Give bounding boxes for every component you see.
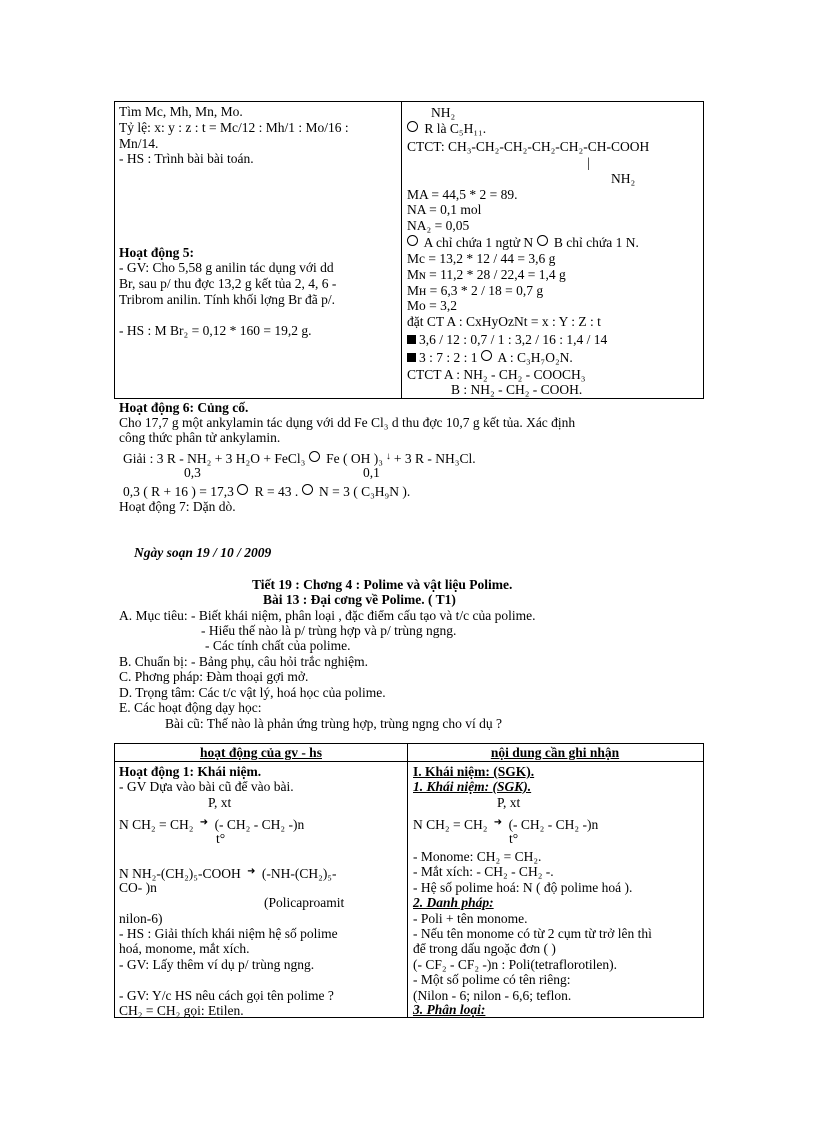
t1-left-line: Mn/14. <box>119 136 159 151</box>
table-bottom-header-rule <box>114 761 703 762</box>
bullet-square-icon <box>407 335 416 344</box>
mid-line: Hoạt động 7: Dặn dò. <box>119 499 236 514</box>
objectives-line: - Các tính chất của polime. <box>205 638 351 653</box>
implies-icon <box>481 350 492 361</box>
objectives-line: A. Mục tiêu: - Biết khái niệm, phân loại , đặc điểm cấu tạo và t/c của polime. <box>119 608 536 623</box>
mid-line: 0,3 <box>184 465 201 480</box>
mid-line: 0,3 ( R + 16 ) = 17,3 R = 43 . N = 3 ( C₃H₉N ). <box>123 484 411 499</box>
implies-icon <box>309 451 320 462</box>
t2-left-line: N NH₂-(CH₂)₅-COOH ➜ (-NH-(CH₂)₅- <box>119 866 337 881</box>
t2-right-line: P, xt <box>497 795 521 810</box>
t2-right-line: - Nếu tên monome có từ 2 cụm từ trở lên thì <box>413 926 652 941</box>
t2-right-line: - Mắt xích: - CH₂ - CH₂ -. <box>413 864 554 879</box>
t1-right-line: NH₂ <box>611 171 636 186</box>
t2-left-line: CO- )n <box>119 880 157 895</box>
subsection-1-heading: 1. Khái niệm: (SGK). <box>413 779 532 794</box>
subsection-3-heading: 3. Phân loại: <box>413 1002 486 1017</box>
t2-left-line: - HS : Giải thích khái niệm hệ số polime <box>119 926 338 941</box>
section-1-heading: I. Khái niệm: (SGK). <box>413 764 535 779</box>
t1-right-line: NH₂ <box>431 105 456 120</box>
implies-icon <box>407 235 418 246</box>
t2-left-line: - GV Dựa vào bài cũ để vào bài. <box>119 779 294 794</box>
t2-right-line: - Poli + tên monome. <box>413 911 528 926</box>
t1-right-line: B : NH₂ - CH₂ - COOH. <box>451 382 583 397</box>
bullet-square-icon <box>407 353 416 362</box>
subsection-2-heading: 2. Danh pháp: <box>413 895 494 910</box>
reaction-arrow-icon: ➜ <box>247 866 256 877</box>
t1-left-line: Tribrom anilin. Tính khối lợng Br đã p/. <box>119 292 336 307</box>
activities-line: E. Các hoạt động dạy học: <box>119 700 262 715</box>
mid-line: 0,1 <box>363 465 380 480</box>
lesson-title: Tiết 19 : Chơng 4 : Polime và vật liệu Polime. <box>252 577 513 592</box>
t1-left-line: Tìm Mc, Mh, Mn, Mo. <box>119 104 243 119</box>
t2-left-line: hoá, monome, mắt xích. <box>119 941 250 956</box>
implies-icon <box>302 484 313 495</box>
t2-left-line: - GV: Y/c HS nêu cách gọi tên polime ? <box>119 988 334 1003</box>
date-line: Ngày soạn 19 / 10 / 2009 <box>134 545 272 560</box>
activity-5-heading: Hoạt động 5: <box>119 245 195 260</box>
t2-right-line: (- CF₂ - CF₂ -)n : Poli(tetraflorotilen). <box>413 957 618 972</box>
t1-right-line: CTCT: CH₃-CH₂-CH₂-CH₂-CH₂-CH-COOH <box>407 139 650 154</box>
precipitate-arrow-icon: ↓ <box>385 451 391 462</box>
t1-right-line: 3,6 / 12 : 0,7 / 1 : 3,2 / 16 : 1,4 / 14 <box>407 332 607 347</box>
reaction-arrow-icon: ➜ <box>199 817 209 828</box>
t1-right-line: CTCT A : NH₂ - CH₂ - COOCH₃ <box>407 367 586 382</box>
mid-line: Giải : 3 R - NH₂ + 3 H₂O + FeCl₃ Fe ( OH )₃ ↓ + 3 R - NH₃Cl. <box>123 451 476 466</box>
col-header-activity: hoạt động của gv - hs <box>200 745 322 760</box>
lesson-subtitle: Bài 13 : Đại cơng về Polime. ( T1) <box>263 592 456 607</box>
t1-left-line: Br, sau p/ thu đợc 13,2 g kết tủa 2, 4, 6 - <box>119 276 337 291</box>
t1-right-line: Mo = 3,2 <box>407 298 457 313</box>
mid-line: Cho 17,7 g một ankylamin tác dụng với dd Fe Cl₃ d thu đợc 10,7 g kết tủa. Xác định <box>119 415 576 430</box>
table-top-divider <box>401 101 402 398</box>
t1-right-line: Mʜ = 6,3 * 2 / 18 = 0,7 g <box>407 283 544 298</box>
t2-right-line: N CH₂ = CH₂ ➜ (- CH₂ - CH₂ -)n <box>413 817 599 832</box>
col-header-content: nội dung cần ghi nhận <box>490 745 620 760</box>
t1-right-line: A chỉ chứa 1 ngtử N B chỉ chứa 1 N. <box>407 235 639 250</box>
t2-right-line: - Một số polime có tên riêng: <box>413 972 571 987</box>
t2-left-line: CH₂ = CH₂ gọi: Etilen. <box>119 1003 244 1018</box>
t1-right-line: | <box>587 155 590 170</box>
t2-left-line: (Policaproamit <box>264 895 345 910</box>
mid-line: công thức phân tử ankylamin. <box>119 430 281 445</box>
implies-icon <box>407 121 418 132</box>
t1-right-line: NA = 0,1 mol <box>407 202 482 217</box>
implies-icon <box>237 484 248 495</box>
t1-right-line: NA₂ = 0,05 <box>407 218 470 233</box>
objectives-line: - Hiểu thế nào là p/ trùng hợp và p/ trùng ngng. <box>201 623 457 638</box>
implies-icon <box>537 235 548 246</box>
t2-left-line: P, xt <box>208 795 232 810</box>
focus-line: D. Trọng tâm: Các t/c vật lý, hoá học của polime. <box>119 685 386 700</box>
reaction-arrow-icon: ➜ <box>493 817 503 828</box>
old-lesson-line: Bài cũ: Thế nào là phản ứng trùng hợp, trùng ngng cho ví dụ ? <box>165 716 503 731</box>
table-bottom-divider <box>407 743 408 1017</box>
t1-right-line: R là C₅H₁₁. <box>407 121 486 136</box>
t1-left-line: - HS : Trình bài bài toán. <box>119 151 254 166</box>
t2-left-line: N CH₂ = CH₂ ➜ (- CH₂ - CH₂ -)n <box>119 817 305 832</box>
prep-line: B. Chuẩn bị: - Bảng phụ, câu hỏi trắc nghiệm. <box>119 654 368 669</box>
t1-right-line: đặt CT A : CxHyOzNt = x : Y : Z : t <box>407 314 601 329</box>
t2-left-line: t° <box>216 831 226 846</box>
activity-1-heading: Hoạt động 1: Khái niệm. <box>119 764 262 779</box>
t2-right-line: để trong dấu ngoặc đơn ( ) <box>413 941 556 956</box>
t1-right-line: Mɴ = 11,2 * 28 / 22,4 = 1,4 g <box>407 267 566 282</box>
activity-6-heading: Hoạt động 6: Củng cố. <box>119 400 249 415</box>
t2-right-line: (Nilon - 6; nilon - 6,6; teflon. <box>413 988 572 1003</box>
t1-right-line: 3 : 7 : 2 : 1 A : C₃H₇O₂N. <box>407 350 573 365</box>
t1-left-line: Tỷ lệ: x: y : z : t = Mc/12 : Mh/1 : Mo/16 : <box>119 120 349 135</box>
t2-left-line: - GV: Lấy thêm ví dụ p/ trùng ngng. <box>119 957 315 972</box>
t1-left-line: - GV: Cho 5,58 g anilin tác dụng với dd <box>119 260 334 275</box>
t2-left-line: nilon-6) <box>119 911 163 926</box>
t2-right-line: - Monome: CH₂ = CH₂. <box>413 849 542 864</box>
t1-left-line: - HS : M Br₂ = 0,12 * 160 = 19,2 g. <box>119 323 312 338</box>
t1-right-line: MA = 44,5 * 2 = 89. <box>407 187 518 202</box>
t1-right-line: Mc = 13,2 * 12 / 44 = 3,6 g <box>407 251 556 266</box>
t2-right-line: t° <box>509 831 519 846</box>
method-line: C. Phơng pháp: Đàm thoại gợi mở. <box>119 669 309 684</box>
t2-right-line: - Hệ số polime hoá: N ( độ polime hoá ). <box>413 880 633 895</box>
